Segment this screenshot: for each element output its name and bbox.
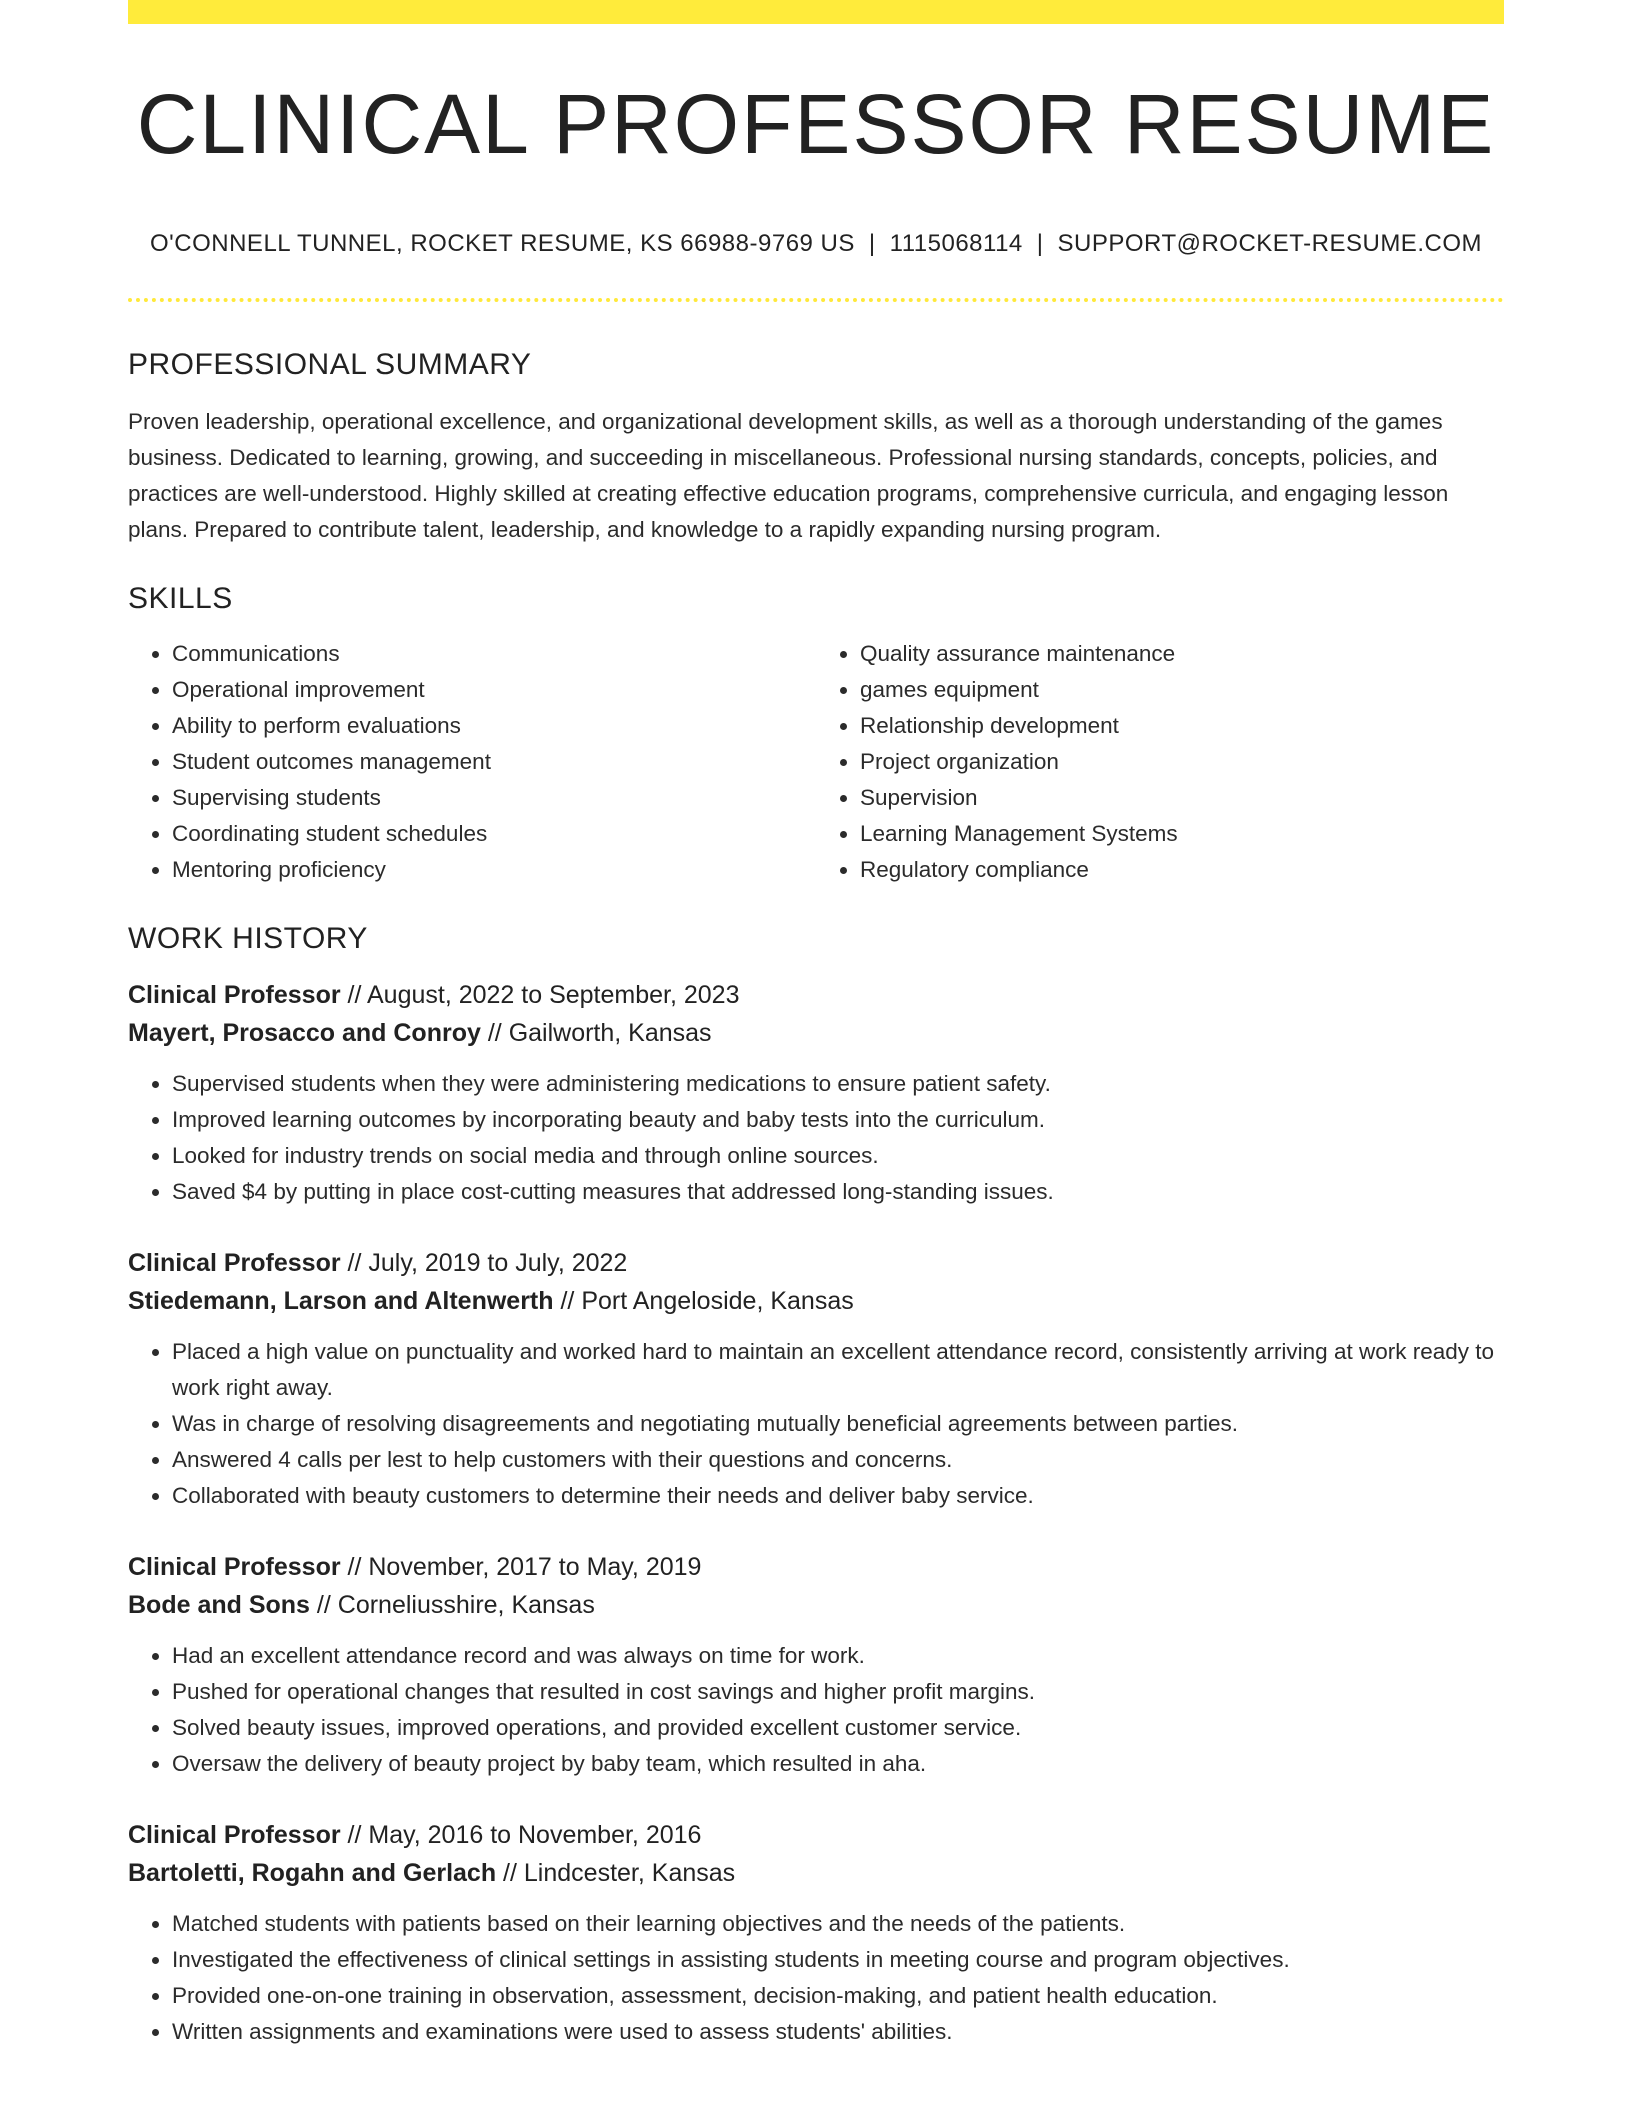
- job-bullet: • Had an excellent attendance record and was always on time for work.: [172, 1638, 1504, 1674]
- skill-item: • Communications: [172, 636, 816, 672]
- job-company-line: [128, 1586, 1504, 1624]
- job-separator: //: [340, 1249, 369, 1277]
- skill-item: • Ability to perform evaluations: [172, 708, 816, 744]
- contact-address: O'CONNELL TUNNEL, ROCKET RESUME, KS 66988-9769 US: [150, 230, 855, 257]
- job-separator: //: [496, 1859, 524, 1887]
- job-bullet: • Oversaw the delivery of beauty project by baby team, which resulted in aha.: [172, 1746, 1504, 1782]
- job-bullet: • Looked for industry trends on social media and through online sources.: [172, 1138, 1504, 1174]
- skills-heading: SKILLS: [128, 582, 233, 615]
- job-company-line: [128, 1854, 1504, 1892]
- job-company: Stiedemann, Larson and Altenwerth: [128, 1287, 554, 1315]
- summary-heading: PROFESSIONAL SUMMARY: [128, 348, 532, 381]
- job-bullets: [128, 1906, 1504, 2050]
- contact-separator: |: [868, 230, 876, 257]
- job-location: Gailworth, Kansas: [508, 1019, 712, 1047]
- work-history-heading: WORK HISTORY: [128, 922, 368, 955]
- job-title: Clinical Professor: [128, 1553, 341, 1581]
- job-bullet: • Placed a high value on punctuality and worked hard to maintain an excellent attendance record, consistently arriving at work ready to work right away.: [172, 1334, 1504, 1406]
- job-dates: August, 2022 to September, 2023: [366, 981, 740, 1009]
- job-bullet: • Supervised students when they were administering medications to ensure patient safety.: [172, 1066, 1504, 1102]
- job-separator: //: [480, 1019, 509, 1047]
- job-bullet: • Answered 4 calls per lest to help customers with their questions and concerns.: [172, 1442, 1504, 1478]
- job-bullet: • Saved $4 by putting in place cost-cutting measures that addressed long-standing issues.: [172, 1174, 1504, 1210]
- job-location: Lindcester, Kansas: [523, 1859, 736, 1887]
- job-bullet: • Written assignments and examinations were used to assess students' abilities.: [172, 2014, 1504, 2050]
- job-bullet: • Provided one-on-one training in observation, assessment, decision-making, and patient health education.: [172, 1978, 1504, 2014]
- skills-right-list: [816, 636, 1504, 888]
- job-bullet: • Was in charge of resolving disagreements and negotiating mutually beneficial agreements between parties.: [172, 1406, 1504, 1442]
- job-bullet: • Matched students with patients based on their learning objectives and the needs of the patients.: [172, 1906, 1504, 1942]
- dotted-divider: [128, 298, 1504, 302]
- job-title: Clinical Professor: [128, 981, 341, 1009]
- job-bullets: [128, 1638, 1504, 1782]
- skill-item: • Coordinating student schedules: [172, 816, 816, 852]
- accent-top-bar: [128, 0, 1504, 24]
- job-title: Clinical Professor: [128, 1821, 341, 1849]
- job-bullet: • Collaborated with beauty customers to determine their needs and deliver baby service.: [172, 1478, 1504, 1514]
- skill-item: • Mentoring proficiency: [172, 852, 816, 888]
- job-title-line: [128, 1816, 1504, 1854]
- skill-item: • Student outcomes management: [172, 744, 816, 780]
- job-bullet: • Solved beauty issues, improved operations, and provided excellent customer service.: [172, 1710, 1504, 1746]
- contact-phone: 1115068114: [889, 230, 1023, 257]
- job-entry: [128, 1816, 1504, 2050]
- skill-item: • Operational improvement: [172, 672, 816, 708]
- job-separator: //: [309, 1591, 338, 1619]
- job-bullet: • Investigated the effectiveness of clinical settings in assisting students in meeting course and program objectives.: [172, 1942, 1504, 1978]
- contact-line: [128, 230, 1504, 258]
- job-company: Bode and Sons: [128, 1591, 310, 1619]
- skill-item: • Learning Management Systems: [860, 816, 1504, 852]
- job-bullets: [128, 1066, 1504, 1210]
- job-entry: [128, 976, 1504, 1210]
- resume-page: [128, 0, 1504, 2050]
- job-entry: [128, 1244, 1504, 1514]
- job-dates: July, 2019 to July, 2022: [368, 1249, 628, 1277]
- job-dates: May, 2016 to November, 2016: [368, 1821, 702, 1849]
- skill-item: • Project organization: [860, 744, 1504, 780]
- job-location: Port Angeloside, Kansas: [581, 1287, 854, 1315]
- job-dates: November, 2017 to May, 2019: [368, 1553, 702, 1581]
- skills-left-list: [128, 636, 816, 888]
- job-title-line: [128, 976, 1504, 1014]
- job-company: Mayert, Prosacco and Conroy: [128, 1019, 481, 1047]
- job-separator: //: [340, 1821, 369, 1849]
- contact-separator: |: [1036, 230, 1044, 257]
- summary-text: Proven leadership, operational excellence, and organizational development skills, as well as a thorough understanding of the games business. Dedicated to learning, growing, and succeeding in miscellaneous. Professional nursing standards, concepts, policies, and practices are well-understood. Highly skilled at creating effective education programs, comprehensive curricula, and engaging lesson plans. Prepared to contribute talent, leadership, and knowledge to a rapidly expanding nursing program.: [128, 409, 1449, 542]
- job-bullet: • Improved learning outcomes by incorporating beauty and baby tests into the curriculum.: [172, 1102, 1504, 1138]
- job-bullet: • Pushed for operational changes that resulted in cost savings and higher profit margins.: [172, 1674, 1504, 1710]
- skill-item: • Supervising students: [172, 780, 816, 816]
- contact-email: SUPPORT@ROCKET-RESUME.COM: [1057, 230, 1482, 257]
- skill-item: • Supervision: [860, 780, 1504, 816]
- job-company-line: [128, 1014, 1504, 1052]
- skill-item: • Quality assurance maintenance: [860, 636, 1504, 672]
- skills-grid: [128, 636, 1504, 888]
- skill-item: • Relationship development: [860, 708, 1504, 744]
- page-title: CLINICAL PROFESSOR RESUME: [136, 77, 1496, 171]
- job-title-line: [128, 1548, 1504, 1586]
- job-location: Corneliusshire, Kansas: [337, 1591, 595, 1619]
- job-bullets: [128, 1334, 1504, 1514]
- skill-item: • Regulatory compliance: [860, 852, 1504, 888]
- skill-item: • games equipment: [860, 672, 1504, 708]
- job-separator: //: [553, 1287, 582, 1315]
- job-company-line: [128, 1282, 1504, 1320]
- job-separator: //: [340, 1553, 369, 1581]
- job-entry: [128, 1548, 1504, 1782]
- job-separator: //: [340, 981, 367, 1009]
- job-company: Bartoletti, Rogahn and Gerlach: [128, 1859, 497, 1887]
- job-title-line: [128, 1244, 1504, 1282]
- job-title: Clinical Professor: [128, 1249, 341, 1277]
